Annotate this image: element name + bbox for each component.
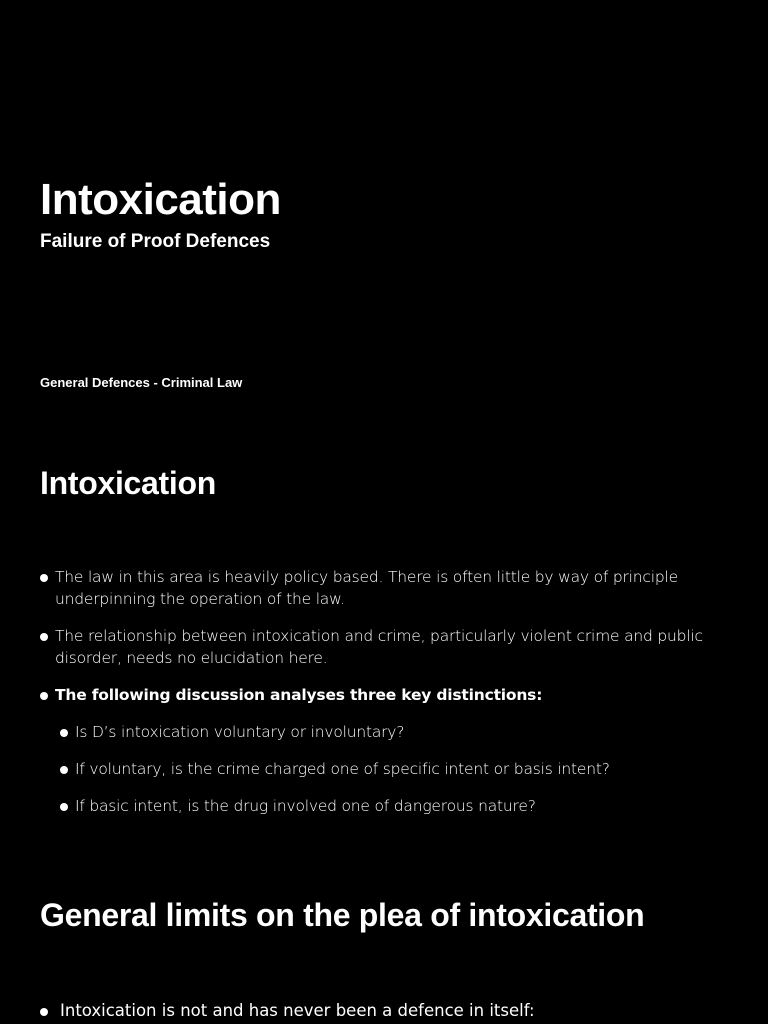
sub-list-item	[60, 795, 740, 817]
bullet-icon	[60, 729, 68, 737]
list-item	[40, 684, 740, 706]
slide-subtitle: Failure of Proof Defences	[40, 231, 271, 252]
bullet-list	[40, 1000, 740, 1022]
bullet-text: If voluntary, is the crime charged one of specific intent or basis intent?	[75, 760, 610, 778]
list-item	[40, 1000, 740, 1022]
bullet-icon	[60, 803, 68, 811]
bullet-text: Intoxication is not and has never been a defence in itself:	[60, 1001, 535, 1020]
list-item	[40, 566, 740, 610]
bullet-icon	[60, 766, 68, 774]
sub-list-item	[60, 721, 740, 743]
bullet-text: Is D’s intoxication voluntary or involuntary?	[75, 723, 405, 741]
list-item	[40, 625, 740, 669]
bullet-text: The following discussion analyses three key distinctions:	[55, 686, 543, 704]
bullet-icon	[40, 692, 48, 700]
bullet-text: The law in this area is heavily policy based. There is often little by way of principle underpinning the operation of the law.	[55, 568, 678, 608]
slide-title: Intoxication	[40, 175, 281, 224]
slide-heading: General limits on the plea of intoxication	[40, 897, 645, 933]
bullet-icon	[40, 633, 48, 641]
bullet-icon	[40, 574, 48, 582]
slide-heading: Intoxication	[40, 465, 216, 501]
bullet-icon	[40, 1008, 48, 1016]
bullet-list	[40, 566, 740, 832]
slide-footer: General Defences - Criminal Law	[40, 375, 243, 390]
bullet-text: If basic intent, is the drug involved one of dangerous nature?	[75, 797, 536, 815]
bullet-text: The relationship between intoxication and crime, particularly violent crime and public disorder, needs no elucidation here.	[55, 627, 703, 667]
sub-list-item	[60, 758, 740, 780]
